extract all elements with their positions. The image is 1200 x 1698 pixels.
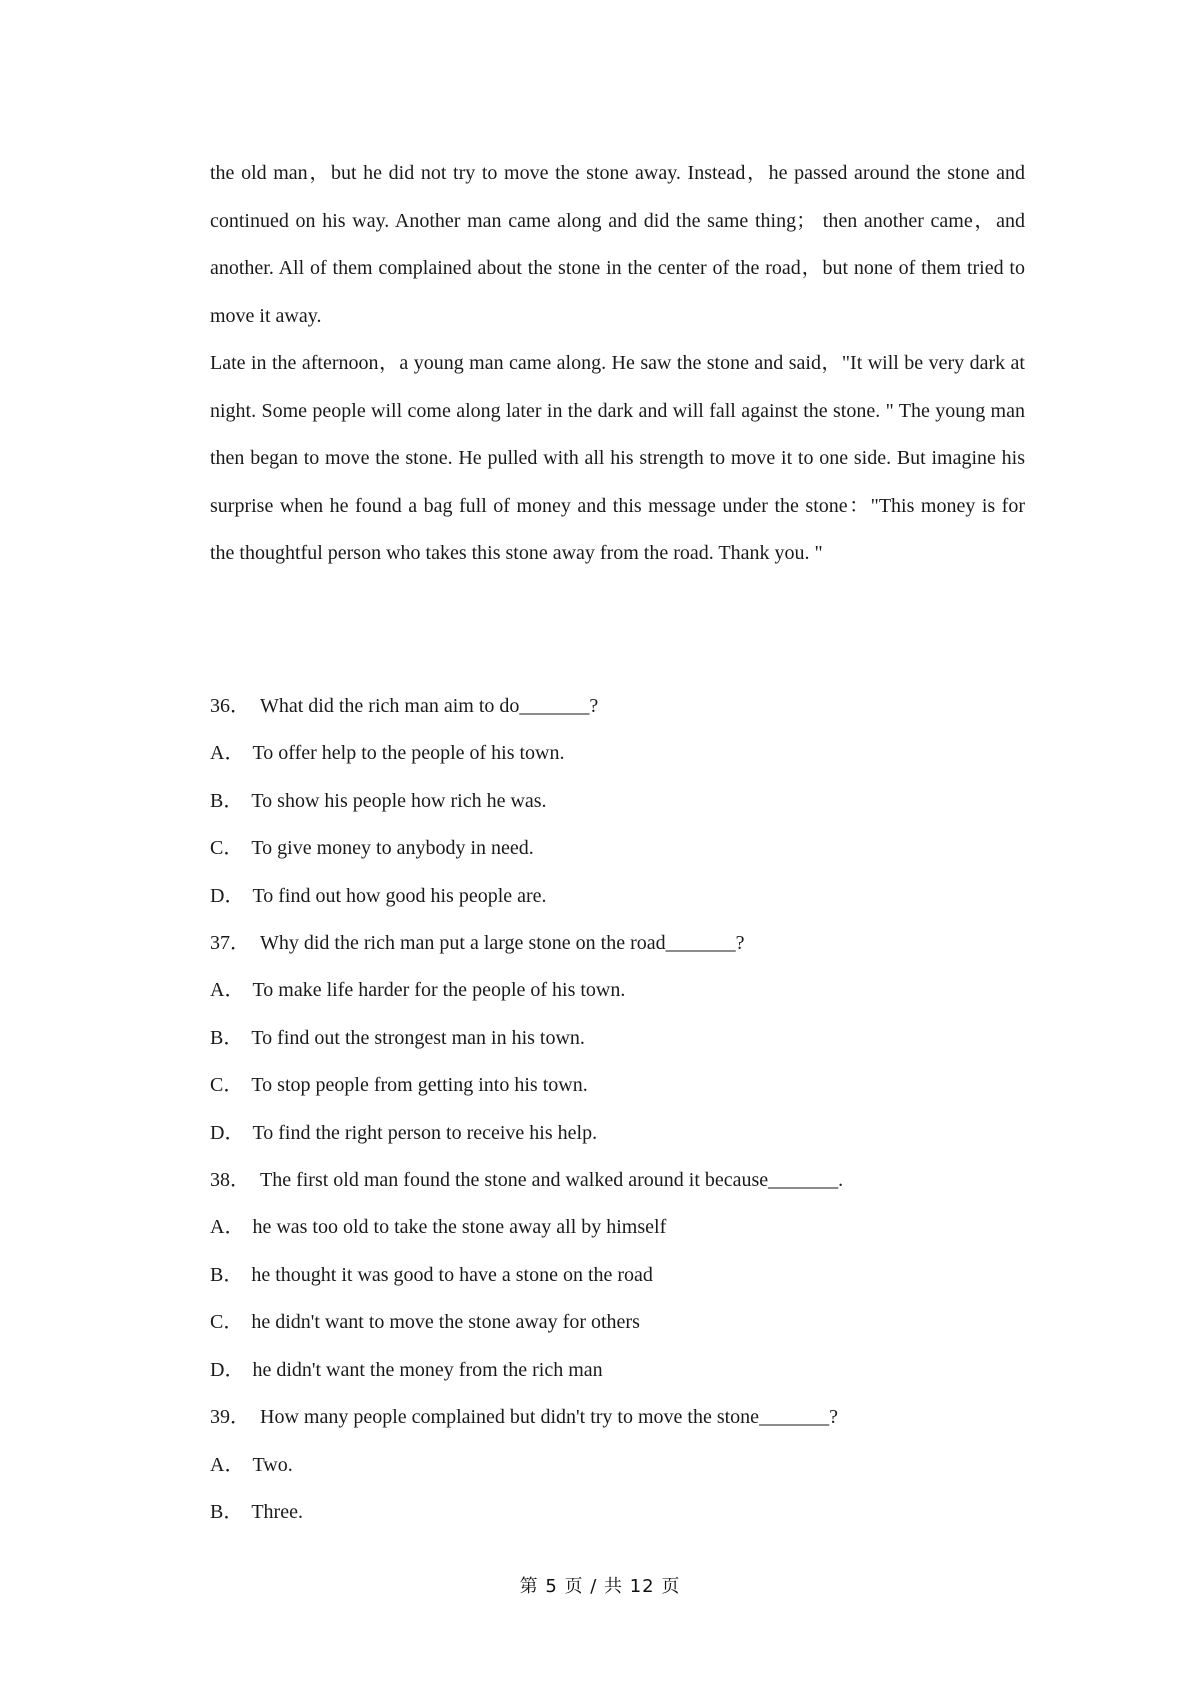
option-letter: B．: [210, 1500, 244, 1523]
option-letter: B．: [210, 789, 244, 812]
option-text: Two.: [252, 1453, 293, 1476]
question-number: 39．: [210, 1406, 250, 1429]
option-letter: C．: [210, 1074, 244, 1097]
page-number-label: 第 5 页 / 共 12 页: [519, 1576, 681, 1597]
option-38-d: [210, 1347, 1025, 1394]
option-text: To find out how good his people are.: [252, 884, 547, 907]
question-text: Why did the rich man put a large stone on the road_______?: [260, 932, 745, 955]
option-37-a: [210, 967, 1025, 1014]
option-text: To stop people from getting into his town.: [251, 1074, 588, 1097]
option-37-b: [210, 1015, 1025, 1062]
option-letter: B．: [210, 1263, 244, 1286]
passage-paragraph: the old man，but he did not try to move the stone away. Instead，he passed around the stone and continued on his way. Another man came along and did the same thing； then another came，and another. All of them complained about the stone in the center of the road，but none of them tried to move it away.: [210, 162, 1025, 327]
page-footer: [0, 1572, 1200, 1598]
option-text: To find the right person to receive his help.: [252, 1121, 598, 1144]
question-number: 36．: [210, 695, 250, 717]
option-letter: D．: [210, 1358, 245, 1381]
option-38-a: [210, 1204, 1025, 1251]
option-36-d: [210, 873, 1025, 920]
option-text: To show his people how rich he was.: [251, 789, 547, 812]
option-text: To give money to anybody in need.: [251, 837, 534, 860]
option-letter: D．: [210, 1121, 245, 1144]
option-letter: A．: [210, 979, 245, 1002]
option-text: To offer help to the people of his town.: [252, 742, 565, 765]
question-39: [210, 1394, 1025, 1441]
option-text: To make life harder for the people of his town.: [252, 979, 626, 1002]
question-text: What did the rich man aim to do_______?: [260, 695, 599, 717]
option-36-c: [210, 825, 1025, 872]
option-37-c: [210, 1062, 1025, 1109]
question-37: [210, 920, 1025, 967]
option-text: he thought it was good to have a stone on the road: [251, 1263, 653, 1286]
option-letter: A．: [210, 1216, 245, 1239]
option-text: Three.: [251, 1500, 303, 1523]
option-letter: A．: [210, 742, 245, 765]
option-36-a: [210, 730, 1025, 777]
option-letter: A．: [210, 1453, 245, 1476]
option-letter: B．: [210, 1026, 244, 1049]
option-text: he was too old to take the stone away all by himself: [252, 1216, 667, 1239]
option-38-c: [210, 1299, 1025, 1346]
option-37-d: [210, 1110, 1025, 1157]
question-text: The first old man found the stone and walked around it because_______.: [260, 1169, 844, 1192]
question-36: [210, 683, 1025, 730]
question-text: How many people complained but didn't try to move the stone_______?: [260, 1406, 838, 1429]
question-list: [210, 683, 1025, 1536]
option-39-a: [210, 1442, 1025, 1489]
question-number: 37．: [210, 932, 250, 955]
option-letter: C．: [210, 837, 244, 860]
option-38-b: [210, 1252, 1025, 1299]
option-36-b: [210, 778, 1025, 825]
question-38: [210, 1157, 1025, 1204]
option-text: he didn't want the money from the rich man: [252, 1358, 603, 1381]
reading-passage: [210, 150, 1025, 578]
question-number: 38．: [210, 1169, 250, 1192]
option-text: To find out the strongest man in his town.: [251, 1026, 585, 1049]
option-letter: D．: [210, 884, 245, 907]
option-39-b: [210, 1489, 1025, 1536]
option-letter: C．: [210, 1311, 244, 1334]
passage-paragraph: Late in the afternoon，a young man came along. He saw the stone and said，"It will be very dark at night. Some people will come along later in the dark and will fall against the stone. " The young man then began to move the stone. He pulled with all his strength to move it to one side. But imagine his surprise when he found a bag full of money and this message under the stone："This money is for the thoughtful person who takes this stone away from the road. Thank you. ": [210, 352, 1025, 564]
option-text: he didn't want to move the stone away for others: [251, 1311, 640, 1334]
